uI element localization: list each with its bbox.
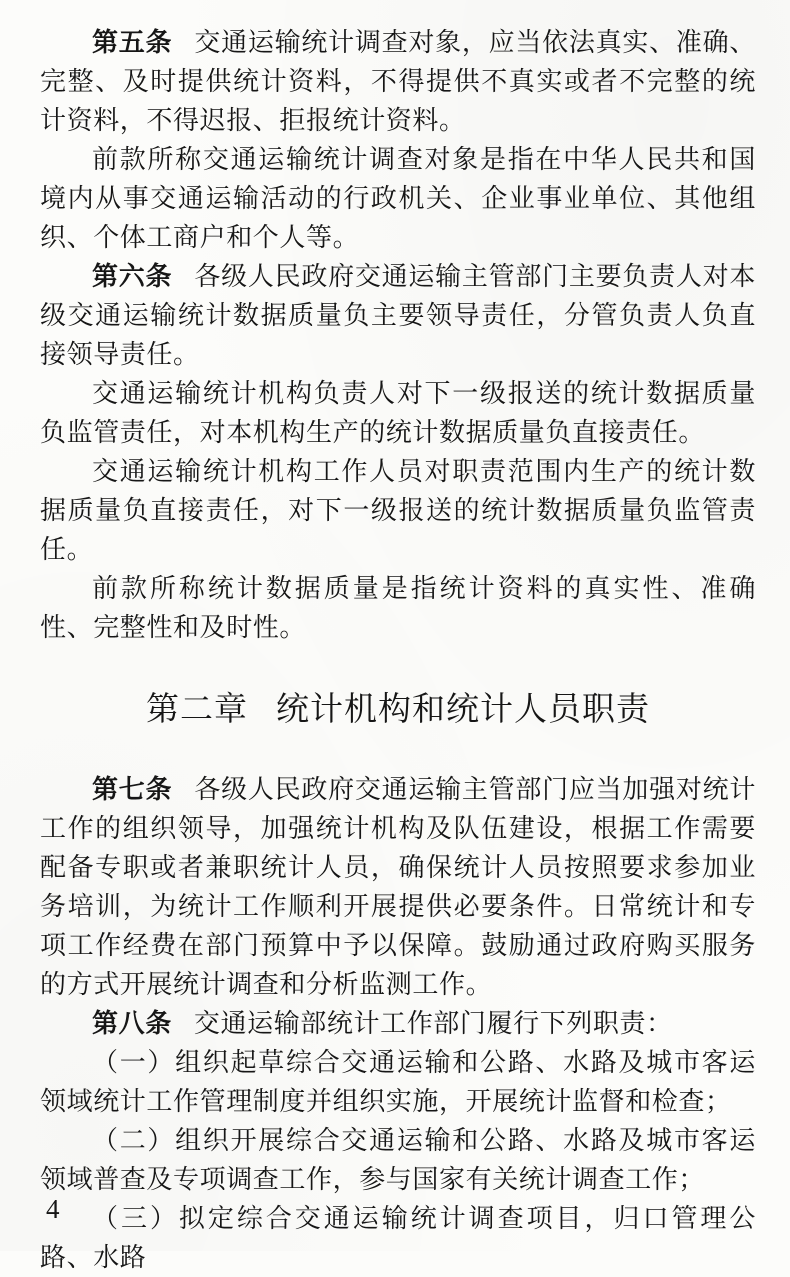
paragraph-text: 各级人民政府交通运输主管部门主要负责人对本级交通运输统计数据质量负主要领导责任，分管负责人负直接领导责任。 bbox=[40, 262, 756, 369]
paragraph bbox=[40, 374, 756, 452]
page-number: 4 bbox=[46, 1194, 60, 1224]
paragraph-text: （三）拟定综合交通运输统计调查项目，归口管理公路、水路 bbox=[40, 1204, 756, 1272]
list-item-2 bbox=[40, 1121, 756, 1199]
list-item-1 bbox=[40, 1043, 756, 1121]
chapter-heading bbox=[40, 686, 756, 734]
article-number: 第八条 bbox=[92, 1009, 172, 1038]
paragraph bbox=[40, 569, 756, 647]
text-block bbox=[40, 23, 756, 1277]
paragraph-text: 前款所称统计数据质量是指统计资料的真实性、准确性、完整性和及时性。 bbox=[40, 574, 756, 642]
article-number: 第五条 bbox=[92, 28, 173, 57]
paragraph-text: 交通运输统计机构负责人对下一级报送的统计数据质量负监管责任，对本机构生产的统计数据质量负直接责任。 bbox=[40, 379, 756, 447]
paragraph-article-6 bbox=[40, 257, 756, 374]
paragraph-article-7 bbox=[40, 770, 756, 1004]
paragraph-article-5 bbox=[40, 23, 756, 140]
article-number: 第七条 bbox=[92, 775, 173, 804]
paragraph-article-8 bbox=[40, 1004, 756, 1043]
paragraph bbox=[40, 452, 756, 569]
paragraph-text: 交通运输部统计工作部门履行下列职责： bbox=[193, 1009, 673, 1038]
chapter-title: 统计机构和统计人员职责 bbox=[276, 692, 651, 728]
paragraph-text: （二）组织开展综合交通运输和公路、水路及城市客运领域普查及专项调查工作，参与国家有关统计调查工作； bbox=[40, 1126, 756, 1194]
article-number: 第六条 bbox=[92, 262, 173, 291]
paragraph-text: 前款所称交通运输统计调查对象是指在中华人民共和国境内从事交通运输活动的行政机关、企业事业单位、其他组织、个体工商户和个人等。 bbox=[40, 145, 756, 252]
paragraph-text: 各级人民政府交通运输主管部门应当加强对统计工作的组织领导，加强统计机构及队伍建设，根据工作需要配备专职或者兼职统计人员，确保统计人员按照要求参加业务培训，为统计工作顺利开展提供必要条件。日常统计和专项工作经费在部门预算中予以保障。鼓励通过政府购买服务的方式开展统计调查和分析监测工作。 bbox=[40, 775, 756, 999]
paragraph-text: 交通运输统计机构工作人员对职责范围内生产的统计数据质量负直接责任，对下一级报送的统计数据质量负监管责任。 bbox=[40, 457, 756, 564]
paragraph-text: 交通运输统计调查对象，应当依法真实、准确、完整、及时提供统计资料，不得提供不真实或者不完整的统计资料，不得迟报、拒报统计资料。 bbox=[40, 28, 756, 135]
chapter-number: 第二章 bbox=[145, 692, 248, 728]
list-item-3 bbox=[40, 1199, 756, 1277]
paragraph-text: （一）组织起草综合交通运输和公路、水路及城市客运领域统计工作管理制度并组织实施，开展统计监督和检查； bbox=[40, 1048, 756, 1116]
paragraph bbox=[40, 140, 756, 257]
